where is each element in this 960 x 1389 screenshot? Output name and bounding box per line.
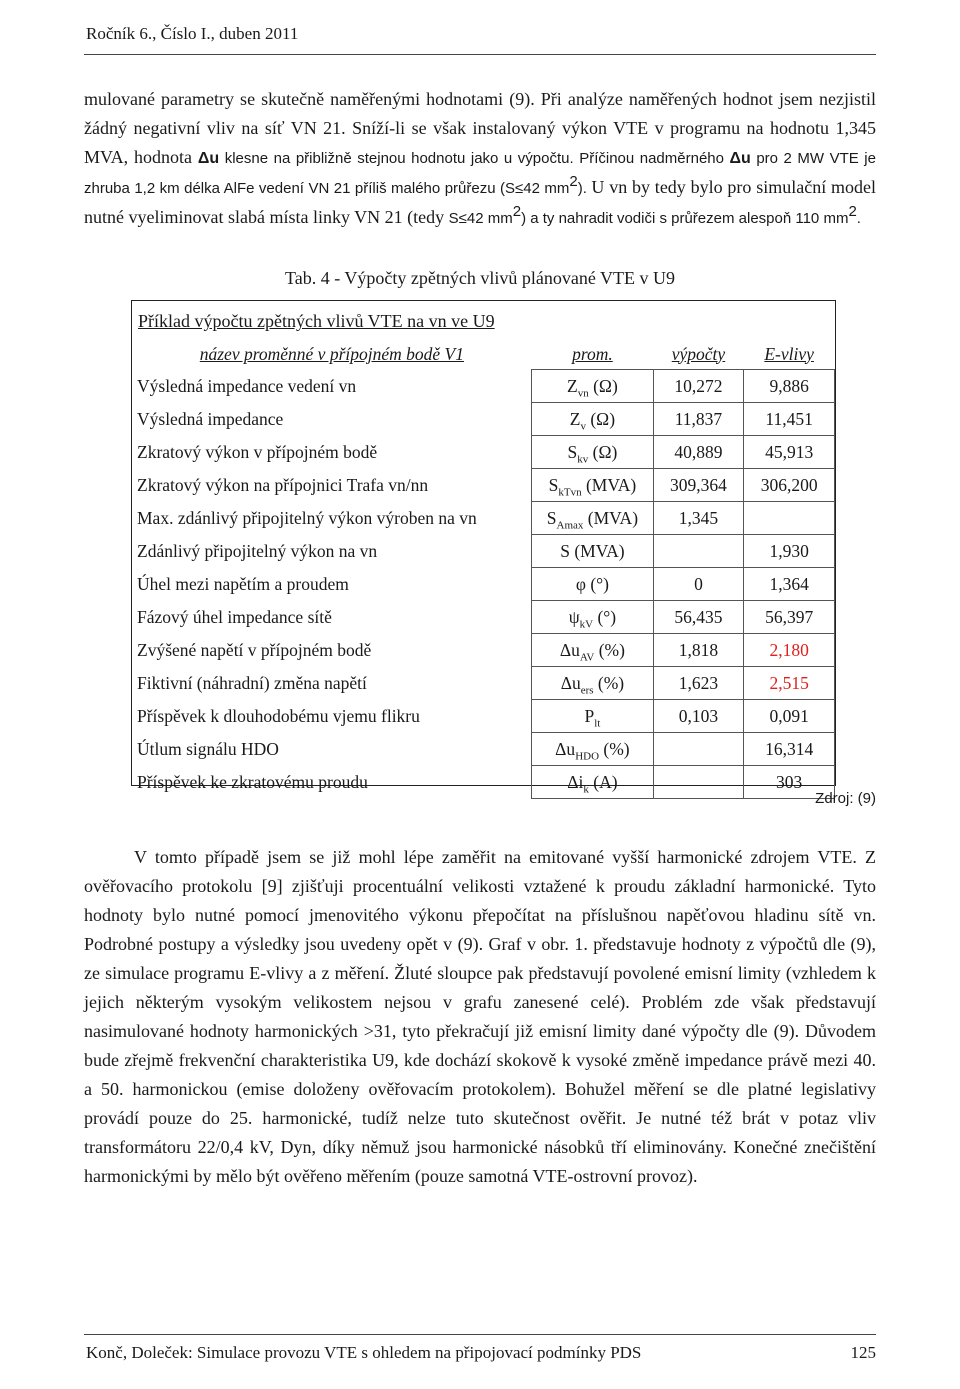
table-row	[132, 535, 835, 568]
intro-text-7: ) a ty nahradit vodiči s průřezem alespoň 110 mm	[521, 210, 849, 227]
row-variable	[532, 469, 653, 502]
table-row	[132, 370, 835, 403]
row-name: Max. zdánlivý připojitelný výkon výroben na vn	[137, 507, 477, 528]
variable-symbol: Z	[569, 408, 581, 429]
superscript: 2	[512, 203, 522, 220]
row-name: Zkratový výkon v přípojném bodě	[137, 441, 378, 462]
row-variable	[532, 403, 653, 436]
variable-unit: (Ω)	[588, 441, 618, 462]
row-variable	[532, 568, 653, 601]
row-calculation: 1,623	[653, 667, 744, 700]
row-name: Zvýšené napětí v přípojném bodě	[137, 639, 372, 660]
table-row	[132, 700, 835, 733]
variable-unit: (°)	[593, 606, 617, 627]
row-name: Fiktivní (náhradní) změna napětí	[137, 672, 367, 693]
row-name: Výsledná impedance	[137, 408, 284, 429]
table-title: Příklad výpočtu zpětných vlivů VTE na vn ve U9	[138, 311, 495, 331]
table-row	[132, 634, 835, 667]
variable-symbol: S	[546, 507, 557, 528]
header-variable: prom.	[572, 343, 613, 364]
row-name: Úhel mezi napětím a proudem	[137, 573, 349, 594]
variable-subscript: AV	[579, 651, 595, 663]
running-header: Ročník 6., Číslo I., duben 2011	[86, 24, 299, 43]
row-calculation: 11,837	[653, 403, 744, 436]
page-number: 125	[850, 1343, 876, 1362]
row-evlivy: 11,451	[744, 403, 835, 436]
row-variable	[532, 667, 653, 700]
variable-symbol: S	[548, 474, 559, 495]
intro-text-5: U vn by tedy bylo pro simulační model nutné vyeliminovat slabá místa linky VN 21 (tedy	[84, 177, 876, 227]
intro-text-4: ).	[577, 180, 592, 197]
header-rule	[84, 54, 876, 55]
variable-unit: (°)	[585, 573, 609, 594]
row-calculation: 309,364	[653, 469, 744, 502]
row-evlivy: 0,091	[744, 700, 835, 733]
variable-unit: (MVA)	[569, 540, 625, 561]
variable-unit: (MVA)	[581, 474, 637, 495]
row-variable	[532, 700, 653, 733]
variable-symbol: ψ	[568, 606, 580, 627]
intro-text-1: mulované parametry se skutečně naměřenými hodnotami (9). Při analýze naměřených hodnot jsem nezjistil žádný negativní vliv na síť VN 21. Sníží-li se však instalovaný výkon VTE v programu na hodnotu 1,345 MVA, hodnota	[84, 89, 876, 167]
row-evlivy: 1,364	[744, 568, 835, 601]
row-variable	[532, 535, 653, 568]
intro-text-3: pro 2 MW VTE je zhruba 1,2 km délka AlFe vedení VN 21 příliš malého průřezu (S≤42 mm	[84, 150, 876, 197]
row-evlivy: 2,180	[744, 634, 835, 667]
results-table-box	[131, 300, 836, 795]
row-variable	[532, 436, 653, 469]
table-caption: Tab. 4 - Výpočty zpětných vlivů plánované VTE v U9	[285, 268, 675, 288]
row-evlivy: 9,886	[744, 370, 835, 403]
row-variable	[532, 733, 653, 766]
variable-unit: (Ω)	[585, 408, 616, 429]
row-name: Zdánlivý připojitelný výkon na vn	[137, 540, 378, 561]
variable-unit: (%)	[599, 738, 630, 759]
row-variable	[532, 370, 653, 403]
variable-unit: (%)	[593, 672, 625, 693]
row-evlivy: 2,515	[744, 667, 835, 700]
row-variable	[532, 502, 653, 535]
row-evlivy: 56,397	[744, 601, 835, 634]
table-row	[132, 502, 835, 535]
row-evlivy: 16,314	[744, 733, 835, 766]
delta-u-symbol: Δu	[197, 150, 220, 167]
table-row	[132, 469, 835, 502]
variable-symbol: S	[560, 540, 570, 561]
row-calculation: 1,345	[653, 502, 744, 535]
footer-rule	[84, 1334, 876, 1335]
row-name: Zkratový výkon na přípojnici Trafa vn/nn	[137, 474, 429, 495]
variable-unit: (MVA)	[583, 507, 639, 528]
row-variable	[532, 766, 653, 799]
variable-unit: (A)	[588, 771, 618, 792]
variable-subscript: ers	[580, 684, 594, 696]
table-row	[132, 436, 835, 469]
superscript: 2	[848, 203, 857, 220]
header-evlivy: E-vlivy	[764, 343, 814, 364]
row-calculation: 10,272	[653, 370, 744, 403]
variable-subscript: kV	[579, 618, 594, 630]
row-name: Příspěvek k dlouhodobému vjemu flikru	[137, 705, 420, 726]
row-name: Výsledná impedance vedení vn	[137, 375, 357, 396]
table-row	[132, 601, 835, 634]
variable-subscript: Amax	[556, 519, 584, 531]
variable-symbol: S	[567, 441, 578, 462]
row-evlivy: 1,930	[744, 535, 835, 568]
variable-unit: (%)	[594, 639, 625, 660]
variable-symbol: Δi	[567, 771, 584, 792]
table-row	[132, 667, 835, 700]
table-source: Zdroj: (9)	[815, 790, 876, 807]
row-evlivy	[744, 502, 835, 535]
row-evlivy: 45,913	[744, 436, 835, 469]
row-variable	[532, 634, 653, 667]
variable-subscript: k	[583, 783, 589, 795]
superscript: 2	[569, 173, 578, 190]
footer-citation: Konč, Doleček: Simulace provozu VTE s ohledem na připojovací podmínky PDS	[86, 1343, 642, 1362]
variable-symbol: φ	[575, 573, 586, 594]
variable-symbol: Δu	[559, 639, 580, 660]
row-calculation: 1,818	[653, 634, 744, 667]
variable-symbol: Δu	[555, 738, 576, 759]
row-calculation	[653, 535, 744, 568]
variable-subscript: kTvn	[558, 486, 582, 498]
row-evlivy: 303	[744, 766, 835, 799]
delta-u-symbol-2: Δu	[729, 150, 751, 167]
row-name: Příspěvek ke zkratovému proudu	[137, 771, 368, 792]
row-calculation	[653, 733, 744, 766]
header-calculations: výpočty	[671, 343, 726, 364]
variable-subscript: v	[580, 420, 586, 432]
variable-symbol: P	[584, 705, 595, 726]
row-calculation: 0,103	[653, 700, 744, 733]
variable-symbol: Z	[567, 375, 578, 396]
intro-text-8: .	[856, 210, 861, 227]
intro-paragraph	[84, 85, 876, 233]
table-row	[132, 403, 835, 436]
row-name: Fázový úhel impedance sítě	[137, 606, 332, 627]
table-header-row	[132, 339, 835, 370]
row-evlivy: 306,200	[744, 469, 835, 502]
variable-symbol: Δu	[560, 672, 581, 693]
table-row	[132, 733, 835, 766]
intro-text-6: S≤42 mm	[448, 210, 513, 227]
table-row	[132, 766, 835, 799]
header-name: název proměnné v přípojném bodě V1	[199, 343, 464, 364]
variable-subscript: vn	[577, 387, 589, 399]
row-calculation: 0	[653, 568, 744, 601]
row-calculation: 56,435	[653, 601, 744, 634]
variable-subscript: kv	[577, 453, 589, 465]
results-table	[132, 339, 835, 799]
row-name: Útlum signálu HDO	[137, 738, 279, 759]
row-variable	[532, 601, 653, 634]
row-calculation	[653, 766, 744, 799]
row-calculation: 40,889	[653, 436, 744, 469]
table-row	[132, 568, 835, 601]
intro-text-2: klesne na přibližně stejnou hodnotu jako u výpočtu. Příčinou nadměrného	[219, 150, 730, 167]
variable-unit: (Ω)	[588, 375, 618, 396]
variable-subscript: lt	[594, 717, 601, 729]
variable-subscript: HDO	[575, 750, 600, 762]
body-paragraph: V tomto případě jsem se již mohl lépe zaměřit na emitované vyšší harmonické zdrojem VTE. Z ověřovacího protokolu [9] zjišťuji procentuální velikosti vztažené k proudu základní harmonické. Tyto hodnoty bylo nutné pomocí jmenovitého výkonu přepočítat na příslušnou napěťovou hladinu sítě vn. Podrobné postupy a výsledky jsou uvedeny opět v (9). Graf v obr. 1. představuje hodnoty z výpočtů dle (9), ze simulace programu E-vlivy a z měření. Žluté sloupce pak představují povolené emisní limity (vzhledem k jejich některým vysokým velikostem nejsou v grafu zanesené celé). Problém zde však představují nasimulované hodnoty harmonických >31, tyto překračují již emisní limity dané výpočty dle (9). Důvodem bude zřejmě frekvenční charakteristika U9, kde dochází skokově k vysoké změně impedance právě mezi 40. a 50. harmonickou (emise doloženy ověřovacím protokolem). Bohužel měření se dle platné legislativy provádí pouze do 25. harmonické, tudíž nelze tuto skutečnost ověřit. Je nutné též brát v potaz vliv transformátoru 22/0,4 kV, Dyn, díky němuž jsou harmonické násobků tří eliminovány. Konečné znečištění harmonickými by mělo být ověřeno měřením (pouze samotná VTE-ostrovní provoz).	[84, 847, 876, 1186]
